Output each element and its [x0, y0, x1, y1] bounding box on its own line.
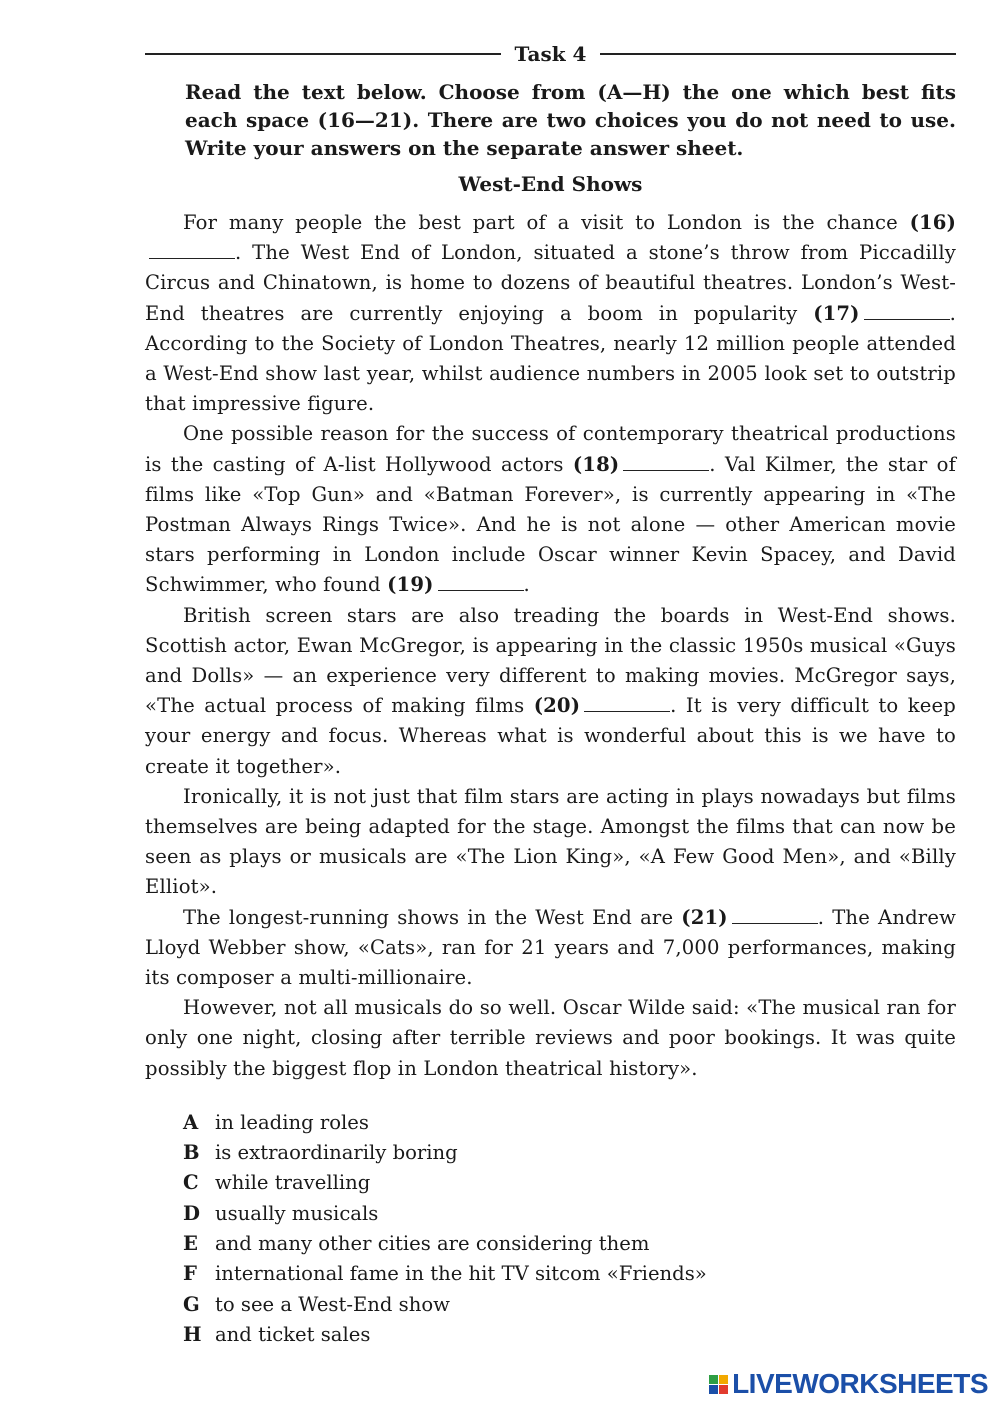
option-text: to see a West-End show	[215, 1292, 450, 1316]
task-label: Task 4	[514, 42, 587, 66]
paragraph: One possible reason for the success of contemporary theatrical productions is the casting of A-list Hollywood actors (18) . Val Kilmer, the star of films like «Top Gun» and «Batman Forever», is currently appearing in «The Postman Always Rings Twice». And he is not alone — other American movie stars performing in London include Oscar winner Kevin Spacey, and David Schwimmer, who found (19) .	[145, 422, 956, 597]
paragraph: The longest-running shows in the West End are (21) . The Andrew Lloyd Webber show, «Cats», ran for 21 years and 7,000 performances, making its composer a multi-millionaire.	[145, 905, 956, 990]
answer-blank[interactable]	[584, 695, 670, 712]
paragraph: However, not all musicals do so well. Oscar Wilde said: «The musical ran for only one night, closing after terrible reviews and poor bookings. It was quite possibly the biggest flop in London theatrical history».	[145, 996, 956, 1080]
gap-number: (21)	[681, 905, 728, 929]
paragraph: Ironically, it is not just that film stars are acting in plays nowadays but films themselves are being adapted for the stage. Amongst the films that can now be seen as plays or musicals are «The Lion King», «A Few Good Men», and «Billy Elliot».	[145, 784, 956, 899]
option-letter: C	[183, 1171, 199, 1195]
logo-text: LIVEWORKSHEETS	[732, 1368, 988, 1399]
answer-options-list	[183, 1108, 956, 1350]
option-letter: H	[183, 1322, 202, 1346]
answer-blank[interactable]	[732, 907, 818, 924]
option-text: while travelling	[215, 1171, 371, 1195]
answer-option	[183, 1259, 956, 1289]
gap-number: (17)	[813, 301, 860, 325]
answer-option	[183, 1290, 956, 1320]
answer-option	[183, 1320, 956, 1350]
answer-option	[183, 1229, 956, 1259]
liveworksheets-logo	[709, 1368, 988, 1400]
option-letter: G	[183, 1292, 200, 1316]
option-text: international fame in the hit TV sitcom «Friends»	[215, 1262, 707, 1286]
gap-number: (16)	[909, 211, 956, 234]
option-text: and ticket sales	[215, 1322, 371, 1346]
gap-number: (19)	[387, 573, 434, 597]
answer-blank[interactable]	[864, 303, 950, 320]
text-title: West-End Shows	[458, 172, 643, 196]
header-rule-right	[600, 53, 956, 55]
answer-blank[interactable]	[623, 454, 709, 471]
gap-number: (18)	[572, 452, 620, 476]
answer-blank[interactable]	[438, 574, 524, 591]
logo-mark-icon	[709, 1375, 728, 1394]
option-text: usually musicals	[215, 1201, 379, 1225]
option-letter: A	[183, 1110, 199, 1134]
worksheet-page	[145, 38, 956, 1350]
option-text: is extraordinarily boring	[215, 1141, 458, 1165]
answer-option	[183, 1108, 956, 1138]
option-letter: E	[183, 1232, 198, 1256]
header-rule-left	[145, 53, 501, 55]
option-text: in leading roles	[215, 1110, 369, 1134]
gap-number: (20)	[533, 694, 581, 718]
paragraph: British screen stars are also treading the boards in West-End shows. Scottish actor, Ewan McGregor, is appearing in the classic 1950s musical «Guys and Dolls» — an experience very different to making movies. McGregor says, «The actual process of making films (20) . It is very difficult to keep your energy and focus. Whereas what is wonderful about this is we have to create it together».	[145, 603, 956, 778]
answer-blank[interactable]	[149, 242, 235, 259]
paragraph: For many people the best part of a visit to London is the chance (16). The West End of London, situated a stone’s throw from Piccadilly Circus and Chinatown, is home to dozens of beautiful theatres. London’s West-End theatres are currently enjoying a boom in popularity (17) . According to the Society of London Theatres, nearly 12 million people attended a West-End show last year, whilst audience numbers in 2005 look set to outstrip that impressive figure.	[145, 211, 956, 416]
task-header	[145, 38, 956, 70]
instructions: Read the text below. Choose from (A—H) the one which best fits each space (16—21). There are two choices you do not need to use. Write your answers on the separate answer sheet.	[185, 80, 956, 160]
answer-option	[183, 1138, 956, 1168]
reading-text	[145, 208, 956, 1084]
answer-option	[183, 1199, 956, 1229]
option-letter: F	[183, 1262, 197, 1286]
option-text: and many other cities are considering them	[215, 1232, 650, 1256]
answer-option	[183, 1168, 956, 1198]
option-letter: B	[183, 1141, 200, 1165]
option-letter: D	[183, 1201, 200, 1225]
